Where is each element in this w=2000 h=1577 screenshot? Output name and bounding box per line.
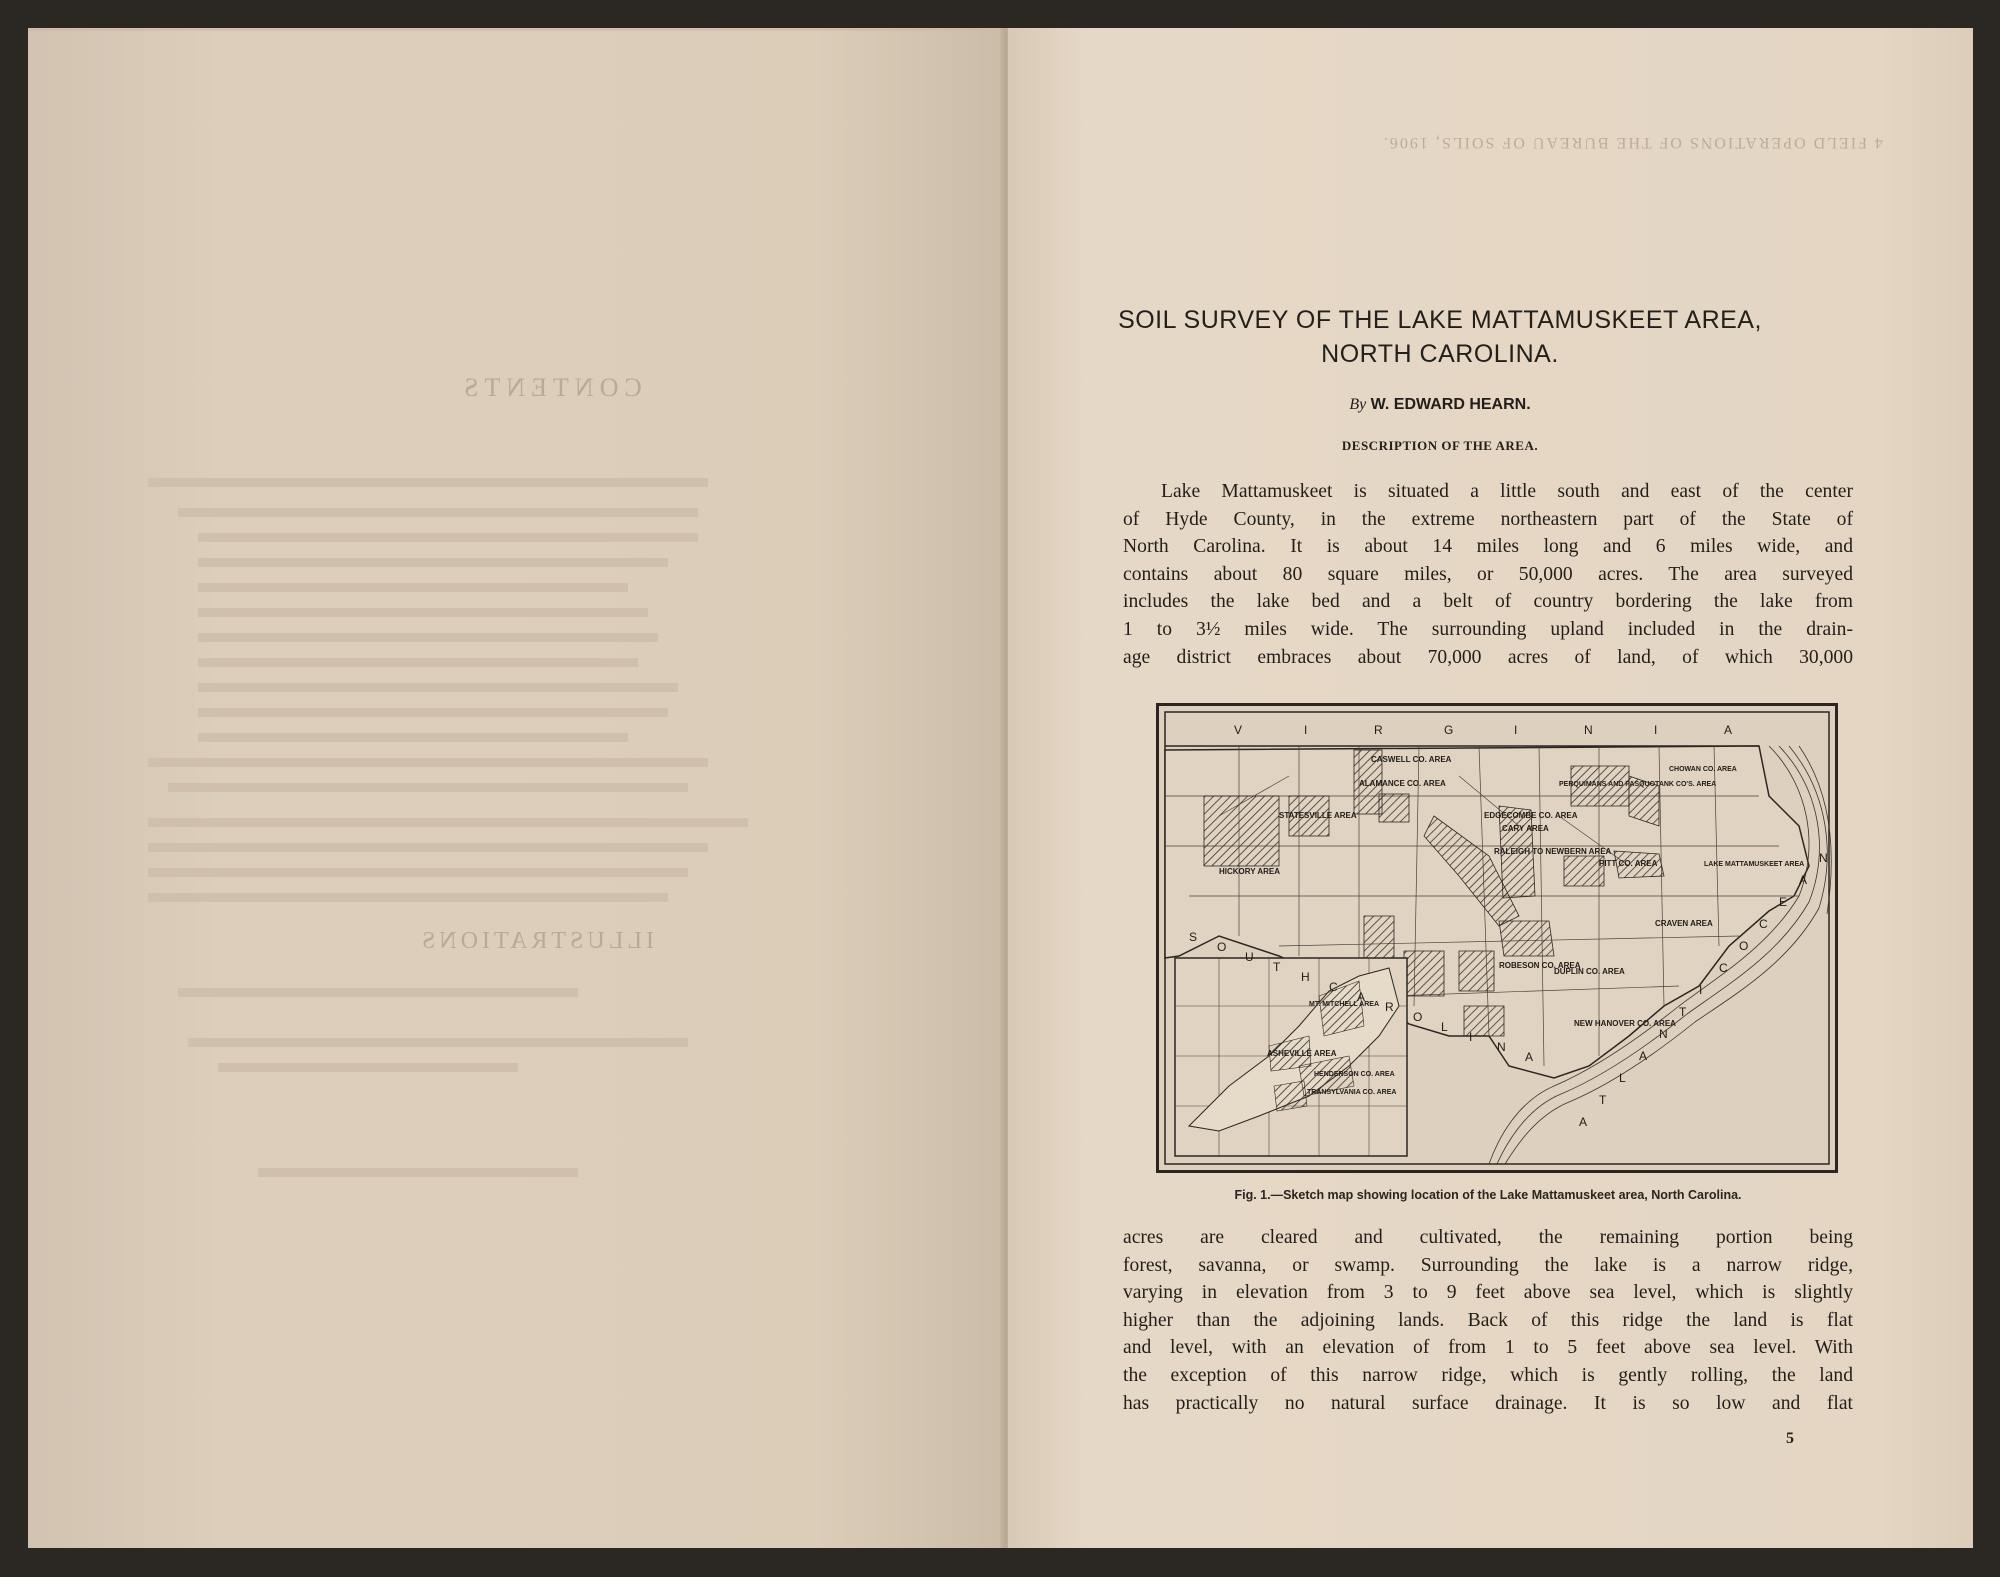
map-area-label: CRAVEN AREA <box>1655 919 1713 928</box>
map-state-letter: N <box>1584 723 1593 737</box>
map-ocean-letter: E <box>1779 895 1788 909</box>
map-state-letter: S <box>1189 930 1198 944</box>
show-through-line <box>148 818 748 827</box>
map-state-letter: H <box>1301 970 1310 984</box>
show-through-line <box>188 1038 688 1047</box>
show-through-running-head: 4 FIELD OPERATIONS OF THE BUREAU OF SOILS, 1906. <box>1381 134 1883 151</box>
map-ocean-letter: A <box>1579 1115 1588 1129</box>
page-edge <box>28 28 1008 31</box>
text-line: Lake Mattamuskeet is situated a little south and east of the center <box>1161 481 1853 502</box>
map-ocean-letter: A <box>1799 873 1808 887</box>
show-through-line <box>198 533 698 542</box>
map-state-letter: C <box>1329 980 1338 994</box>
map-area-label: CARY AREA <box>1502 824 1549 833</box>
map-ocean-letter: T <box>1599 1093 1607 1107</box>
show-through-line <box>218 1063 518 1072</box>
section-heading: DESCRIPTION OF THE AREA. <box>1341 438 1539 453</box>
text-line: and level, with an elevation of from 1 to 5 feet above sea level. With <box>1123 1337 1853 1359</box>
map-area-label: LAKE MATTAMUSKEET AREA <box>1704 861 1805 868</box>
text-line: includes the lake bed and a belt of country bordering the lake from <box>1123 591 1853 613</box>
map-area-label: DUPLIN CO. AREA <box>1554 967 1625 976</box>
right-page <box>1008 28 1973 1548</box>
map-state-letter: L <box>1441 1020 1448 1034</box>
figure-caption: Fig. 1.—Sketch map showing location of the Lake Mattamuskeet area, North Carolina. <box>1234 1188 1742 1202</box>
map-area-label: PITT CO. AREA <box>1599 859 1658 868</box>
show-through-line <box>148 843 708 852</box>
map-state-letter: V <box>1234 723 1243 737</box>
map-ocean-letter: N <box>1819 851 1828 865</box>
page-number: 5 <box>1786 1430 1794 1447</box>
show-through-line <box>148 758 708 767</box>
map-ocean-letter: O <box>1739 939 1749 953</box>
show-through-line <box>148 893 668 902</box>
map-area-label: TRANSYLVANIA CO. AREA <box>1307 1089 1397 1096</box>
author-prefix: By <box>1349 396 1367 413</box>
text-line: of Hyde County, in the extreme northeastern part of the State of <box>1123 508 1853 530</box>
map-ocean-letter: C <box>1719 961 1728 975</box>
show-through-line <box>198 733 628 742</box>
show-through-line <box>198 558 668 567</box>
show-through-line <box>178 508 698 517</box>
title-line-2: NORTH CAROLINA. <box>1321 340 1559 368</box>
map-area-label: EDGECOMBE CO. AREA <box>1484 811 1578 820</box>
left-page <box>28 28 1008 1548</box>
map-area-label: ROBESON CO. AREA <box>1499 961 1581 970</box>
text-line: 1 to 3½ miles wide. The surrounding upland included in the drain- <box>1123 618 1853 640</box>
show-through-contents-title: CONTENTS <box>458 373 642 402</box>
show-through-line <box>198 608 648 617</box>
author-name: W. EDWARD HEARN. <box>1370 396 1531 413</box>
map-area-label: HENDERSON CO. AREA <box>1314 1071 1395 1078</box>
map-state-letter: I <box>1514 723 1518 737</box>
map-area-label: MT. MITCHELL AREA <box>1309 1001 1379 1008</box>
text-line: varying in elevation from 3 to 9 feet above sea level, which is slightly <box>1123 1282 1853 1304</box>
title-line-1: SOIL SURVEY OF THE LAKE MATTAMUSKEET AREA, <box>1118 306 1762 334</box>
map-state-letter: R <box>1374 723 1383 737</box>
show-through-line <box>198 658 638 667</box>
show-through-line <box>198 708 668 717</box>
map-state-letter: O <box>1413 1010 1423 1024</box>
map-ocean-letter: A <box>1639 1049 1648 1063</box>
map-state-letter: I <box>1654 723 1658 737</box>
page-title <box>1070 303 1810 371</box>
map-state-letter: U <box>1245 950 1254 964</box>
text-line: acres are cleared and cultivated, the remaining portion being <box>1123 1227 1853 1248</box>
text-line: the exception of this narrow ridge, which is gently rolling, the land <box>1123 1364 1853 1386</box>
show-through-line <box>198 583 628 592</box>
show-through-line <box>148 868 688 877</box>
map-area-label: CASWELL CO. AREA <box>1371 755 1452 764</box>
map-area-label: CHOWAN CO. AREA <box>1669 766 1737 773</box>
map-ocean-letter: I <box>1699 983 1703 997</box>
map-state-letter: N <box>1497 1040 1506 1054</box>
map-state-letter: O <box>1217 940 1227 954</box>
paragraph-2 <box>1123 1224 1853 1417</box>
north-carolina-map <box>1159 706 1835 1170</box>
map-state-letter: I <box>1469 1030 1473 1044</box>
show-through-line <box>168 783 688 792</box>
map-area-label: ALAMANCE CO. AREA <box>1359 779 1446 788</box>
map-ocean-letter: N <box>1659 1027 1668 1041</box>
map-state-letter: I <box>1304 723 1308 737</box>
map-area-label: STATESVILLE AREA <box>1279 811 1357 820</box>
text-line: forest, savanna, or swamp. Surrounding the lake is a narrow ridge, <box>1123 1254 1853 1276</box>
show-through-line <box>258 1168 578 1177</box>
text-line: contains about 80 square miles, or 50,000 acres. The area surveyed <box>1123 563 1853 585</box>
map-ocean-letter: L <box>1619 1071 1626 1085</box>
map-state-letter: T <box>1273 960 1281 974</box>
map-area-label: NEW HANOVER CO. AREA <box>1574 1019 1676 1028</box>
map-state-letter: G <box>1444 723 1454 737</box>
show-through-line <box>178 988 578 997</box>
paragraph-1 <box>1123 478 1853 671</box>
map-state-letter: A <box>1724 723 1733 737</box>
text-line: North Carolina. It is about 14 miles long and 6 miles wide, and <box>1123 536 1853 558</box>
text-line: higher than the adjoining lands. Back of this ridge the land is flat <box>1123 1309 1853 1331</box>
show-through-line <box>198 633 658 642</box>
map-state-letter: R <box>1385 1000 1394 1014</box>
author-line <box>1070 396 1810 414</box>
text-line: age district embraces about 70,000 acres of land, of which 30,000 <box>1123 646 1853 668</box>
show-through-line <box>198 683 678 692</box>
text-line: has practically no natural surface drainage. It is so low and flat <box>1123 1392 1853 1414</box>
map-ocean-letter: C <box>1759 917 1768 931</box>
map-state-letter: A <box>1525 1050 1534 1064</box>
show-through-illustrations-title: ILLUSTRATIONS <box>418 928 654 954</box>
map-area-label: ASHEVILLE AREA <box>1267 1049 1337 1058</box>
map-state-letter: A <box>1357 990 1366 1004</box>
figure-sketch-map <box>1156 703 1838 1173</box>
show-through-line <box>148 478 708 487</box>
map-area-label: PERQUIMANS AND PASQUOTANK CO'S. AREA <box>1559 781 1717 788</box>
map-ocean-letter: T <box>1679 1005 1687 1019</box>
map-area-label: HICKORY AREA <box>1219 867 1281 876</box>
map-area-label: RALEIGH TO NEWBERN AREA <box>1494 847 1612 856</box>
